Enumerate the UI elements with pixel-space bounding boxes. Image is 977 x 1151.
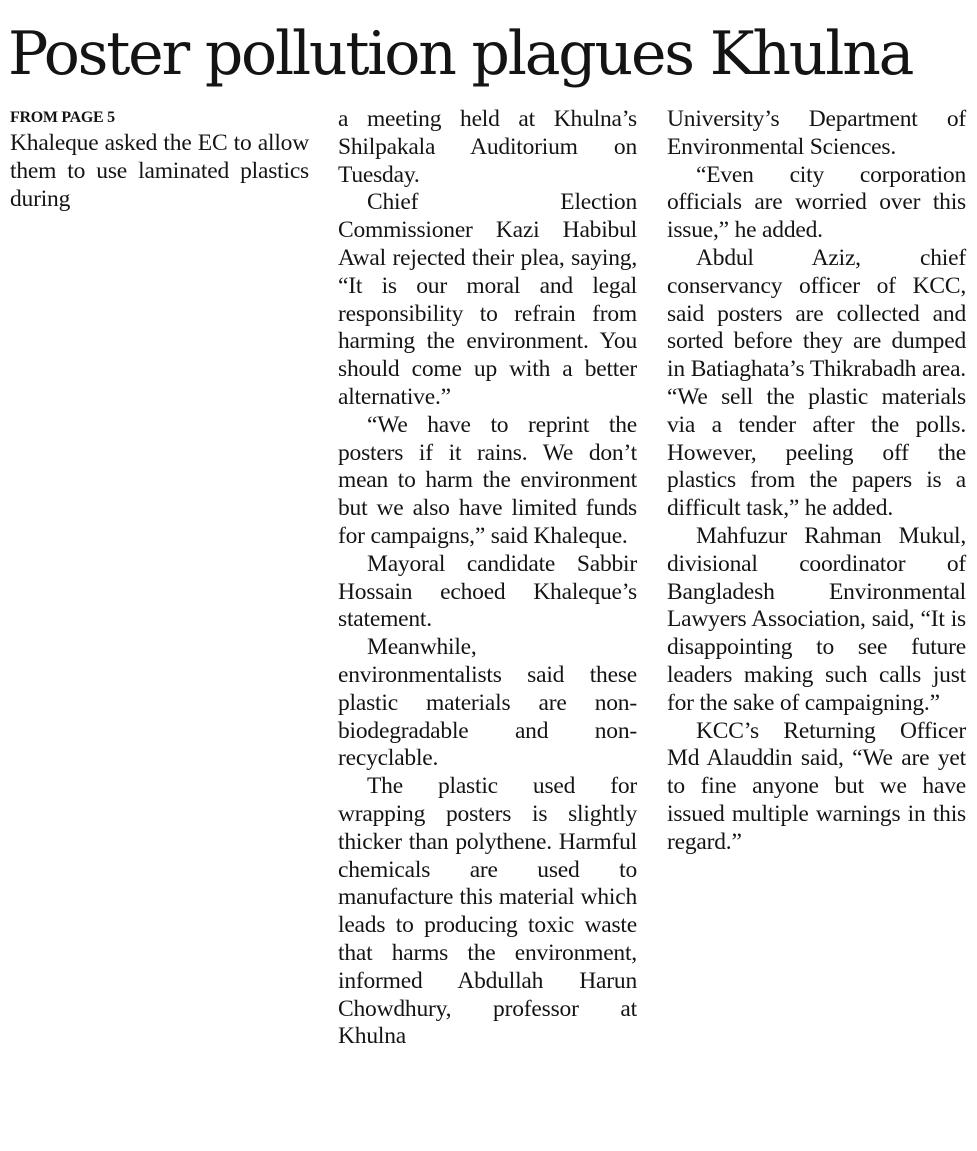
paragraph: “Even city corporation officials are worried over this issue,” he added. <box>667 161 966 244</box>
paragraph: Chief Election Commissioner Kazi Habibul Awal rejected their plea, saying, “It is our moral and legal responsibility to refrain from harming the environment. You should come up with a better alternative.” <box>338 189 637 410</box>
paragraph: KCC’s Returning Officer Md Alauddin said, “We are yet to fine anyone but we have issued multiple warnings in this regard.” <box>667 717 966 855</box>
paragraph: Khaleque asked the EC to allow them to use laminated plastics during <box>10 130 309 212</box>
paragraph: Mayoral candidate Sabbir Hossain echoed Khaleque’s statement. <box>338 550 637 633</box>
paragraph: University’s Department of Environmental Sciences. <box>667 106 966 160</box>
article-column-2 <box>338 106 637 1051</box>
paragraph: a meeting held at Khulna’s Shilpakala Auditorium on Tuesday. <box>338 106 637 188</box>
paragraph: The plastic used for wrapping posters is slightly thicker than polythene. Harmful chemicals are used to manufacture this material which leads to producing toxic waste that harms the environment, informed Abdullah Harun Chowdhury, professor at Khulna <box>338 773 637 1050</box>
paragraph: “We have to reprint the posters if it rains. We don’t mean to harm the environment but we also have limited funds for campaigns,” said Khaleque. <box>338 411 637 549</box>
paragraph: Meanwhile, environmentalists said these plastic materials are non-biodegradable and non-recyclable. <box>338 634 637 772</box>
article-column-3 <box>667 106 966 857</box>
headline: Poster pollution plagues Khulna <box>8 19 913 89</box>
paragraph: Abdul Aziz, chief conservancy officer of KCC, said posters are collected and sorted before they are dumped in Batiaghata’s Thikrabadh area. “We sell the plastic materials via a tender after the polls. However, peeling off the plastics from the papers is a difficult task,” he added. <box>667 244 966 522</box>
article-column-1 <box>10 130 309 213</box>
from-page-label: FROM PAGE 5 <box>10 109 115 126</box>
paragraph: Mahfuzur Rahman Mukul, divisional coordinator of Bangladesh Environmental Lawyers Association, said, “It is disappointing to see future leaders making such calls just for the sake of campaigning.” <box>667 522 966 716</box>
